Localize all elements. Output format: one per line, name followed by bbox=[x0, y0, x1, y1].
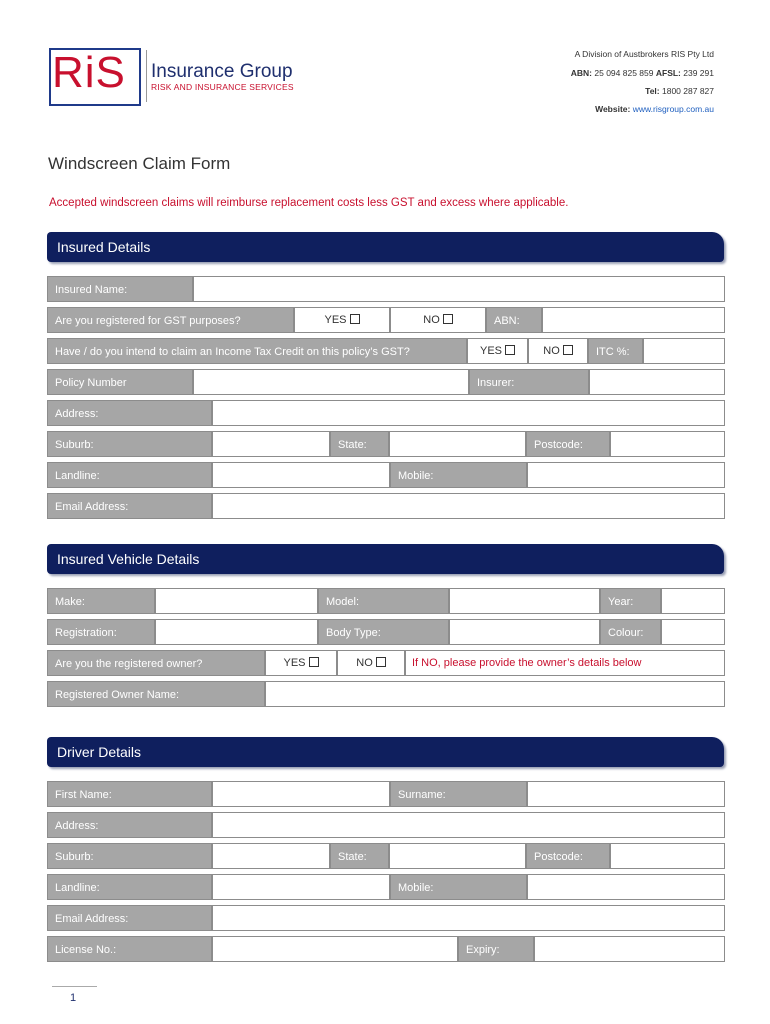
policy-number-input[interactable] bbox=[193, 369, 469, 395]
state-label: State: bbox=[330, 431, 389, 457]
license-label: License No.: bbox=[47, 936, 212, 962]
mobile-label: Mobile: bbox=[390, 462, 527, 488]
itc-question-label: Have / do you intend to claim an Income Tax Credit on this policy’s GST? bbox=[47, 338, 467, 364]
checkbox-icon[interactable] bbox=[505, 345, 515, 355]
itc-pct-input[interactable] bbox=[643, 338, 725, 364]
itc-pct-label: ITC %: bbox=[588, 338, 643, 364]
checkbox-icon[interactable] bbox=[309, 657, 319, 667]
license-input[interactable] bbox=[212, 936, 458, 962]
address-label: Address: bbox=[47, 400, 212, 426]
section-driver-details: Driver Details bbox=[47, 737, 724, 767]
abn-label: ABN: bbox=[486, 307, 542, 333]
driver-postcode-label: Postcode: bbox=[526, 843, 610, 869]
gst-question-label: Are you registered for GST purposes? bbox=[47, 307, 294, 333]
body-type-label: Body Type: bbox=[318, 619, 449, 645]
driver-mobile-input[interactable] bbox=[527, 874, 725, 900]
policy-number-label: Policy Number bbox=[47, 369, 193, 395]
notice-text: Accepted windscreen claims will reimburse replacement costs less GST and excess where applicable. bbox=[49, 197, 569, 209]
company-phone: Tel: 1800 287 827 bbox=[645, 86, 714, 96]
logo-mark: RiS bbox=[52, 48, 126, 97]
company-registration: ABN: 25 094 825 859 AFSL: 239 291 bbox=[570, 68, 714, 78]
logo-tagline: RISK AND INSURANCE SERVICES bbox=[151, 82, 294, 92]
email-label: Email Address: bbox=[47, 493, 212, 519]
checkbox-icon[interactable] bbox=[443, 314, 453, 324]
colour-input[interactable] bbox=[661, 619, 725, 645]
driver-landline-label: Landline: bbox=[47, 874, 212, 900]
page-number: 1 bbox=[70, 992, 77, 1004]
owner-no-option[interactable]: NO bbox=[337, 650, 405, 676]
surname-input[interactable] bbox=[527, 781, 725, 807]
itc-yes-option[interactable]: YES bbox=[467, 338, 528, 364]
insured-name-input[interactable] bbox=[193, 276, 725, 302]
logo-name: Insurance Group bbox=[151, 61, 293, 82]
year-label: Year: bbox=[600, 588, 661, 614]
model-input[interactable] bbox=[449, 588, 600, 614]
body-type-input[interactable] bbox=[449, 619, 600, 645]
insurer-label: Insurer: bbox=[469, 369, 589, 395]
year-input[interactable] bbox=[661, 588, 725, 614]
address-input[interactable] bbox=[212, 400, 725, 426]
owner-name-input[interactable] bbox=[265, 681, 725, 707]
landline-input[interactable] bbox=[212, 462, 390, 488]
owner-question-label: Are you the registered owner? bbox=[47, 650, 265, 676]
checkbox-icon[interactable] bbox=[376, 657, 386, 667]
section-vehicle-details: Insured Vehicle Details bbox=[47, 544, 724, 574]
abn-input[interactable] bbox=[542, 307, 725, 333]
form-title: Windscreen Claim Form bbox=[48, 154, 231, 173]
checkbox-icon[interactable] bbox=[350, 314, 360, 324]
insurer-input[interactable] bbox=[589, 369, 725, 395]
owner-name-label: Registered Owner Name: bbox=[47, 681, 265, 707]
suburb-input[interactable] bbox=[212, 431, 330, 457]
driver-address-label: Address: bbox=[47, 812, 212, 838]
driver-email-label: Email Address: bbox=[47, 905, 212, 931]
suburb-label: Suburb: bbox=[47, 431, 212, 457]
mobile-input[interactable] bbox=[527, 462, 725, 488]
postcode-label: Postcode: bbox=[526, 431, 610, 457]
state-input[interactable] bbox=[389, 431, 526, 457]
first-name-input[interactable] bbox=[212, 781, 390, 807]
owner-yes-option[interactable]: YES bbox=[265, 650, 337, 676]
driver-state-input[interactable] bbox=[389, 843, 526, 869]
landline-label: Landline: bbox=[47, 462, 212, 488]
driver-address-input[interactable] bbox=[212, 812, 725, 838]
make-label: Make: bbox=[47, 588, 155, 614]
gst-yes-option[interactable]: YES bbox=[294, 307, 390, 333]
driver-landline-input[interactable] bbox=[212, 874, 390, 900]
website-link[interactable]: www.risgroup.com.au bbox=[632, 104, 714, 114]
driver-postcode-input[interactable] bbox=[610, 843, 725, 869]
itc-no-option[interactable]: NO bbox=[528, 338, 588, 364]
registration-label: Registration: bbox=[47, 619, 155, 645]
colour-label: Colour: bbox=[600, 619, 661, 645]
registration-input[interactable] bbox=[155, 619, 318, 645]
footer-divider bbox=[52, 986, 97, 987]
driver-state-label: State: bbox=[330, 843, 389, 869]
driver-suburb-input[interactable] bbox=[212, 843, 330, 869]
company-website: Website: www.risgroup.com.au bbox=[595, 104, 714, 114]
first-name-label: First Name: bbox=[47, 781, 212, 807]
gst-no-option[interactable]: NO bbox=[390, 307, 486, 333]
postcode-input[interactable] bbox=[610, 431, 725, 457]
logo-divider bbox=[146, 50, 147, 102]
company-division: A Division of Austbrokers RIS Pty Ltd bbox=[574, 49, 714, 59]
driver-mobile-label: Mobile: bbox=[390, 874, 527, 900]
section-insured-details: Insured Details bbox=[47, 232, 724, 262]
expiry-input[interactable] bbox=[534, 936, 725, 962]
driver-suburb-label: Suburb: bbox=[47, 843, 212, 869]
email-input[interactable] bbox=[212, 493, 725, 519]
model-label: Model: bbox=[318, 588, 449, 614]
driver-email-input[interactable] bbox=[212, 905, 725, 931]
expiry-label: Expiry: bbox=[458, 936, 534, 962]
owner-note: If NO, please provide the owner’s details below bbox=[405, 650, 725, 676]
insured-name-label: Insured Name: bbox=[47, 276, 193, 302]
make-input[interactable] bbox=[155, 588, 318, 614]
checkbox-icon[interactable] bbox=[563, 345, 573, 355]
surname-label: Surname: bbox=[390, 781, 527, 807]
